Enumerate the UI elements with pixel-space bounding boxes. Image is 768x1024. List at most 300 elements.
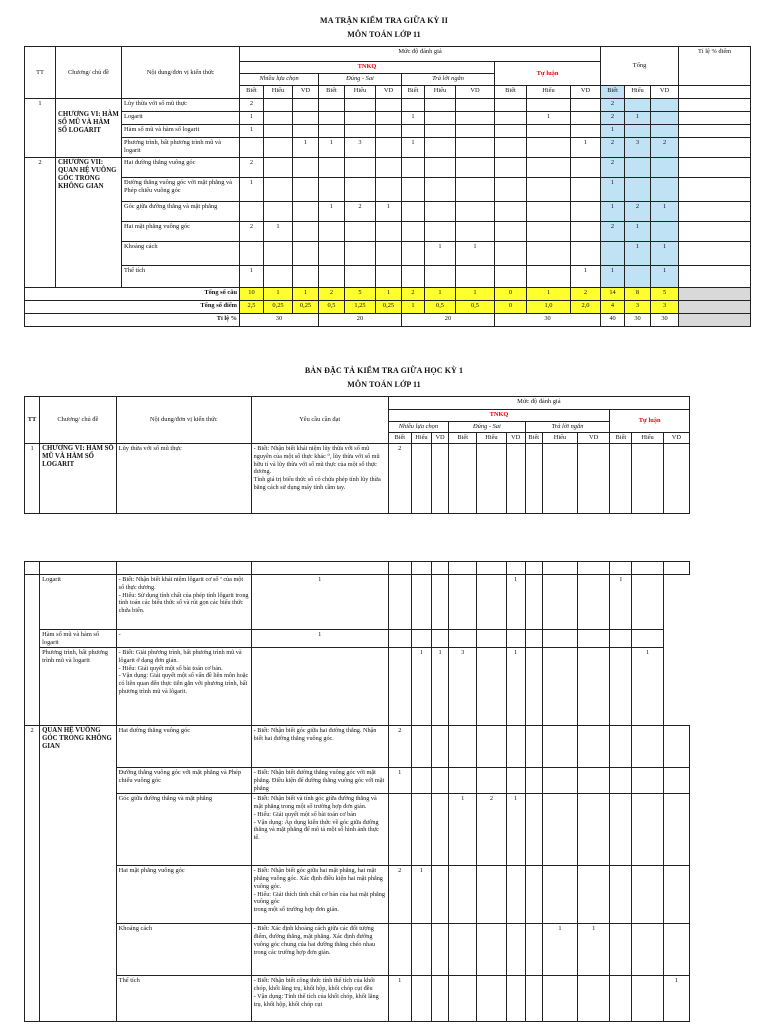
total-cell	[625, 99, 651, 112]
ratio-cell: 30	[651, 314, 679, 327]
level-label: VD	[651, 86, 679, 99]
value-cell	[477, 648, 506, 726]
value-cell: 1	[578, 924, 610, 976]
value-cell	[432, 575, 449, 630]
matrix-table	[24, 46, 751, 327]
value-cell	[578, 726, 610, 768]
total-cell	[625, 125, 651, 138]
header-essay: Tự luận	[610, 410, 690, 433]
level-label: VD	[571, 86, 601, 99]
value-cell: 1	[240, 266, 264, 288]
value-cell	[411, 768, 431, 794]
empty-cell	[411, 562, 431, 575]
topic-name: Hai mặt phẳng vuông góc	[122, 222, 240, 242]
value-cell	[293, 112, 319, 125]
sum-cell: 0	[495, 288, 527, 301]
value-cell	[432, 976, 449, 1022]
table-row	[25, 99, 751, 112]
sum-cell: 2,5	[240, 301, 264, 314]
value-cell	[376, 222, 402, 242]
value-cell	[578, 976, 610, 1022]
value-cell	[432, 444, 449, 514]
value-cell: 1	[240, 178, 264, 202]
header-essay: Tự luận	[495, 62, 601, 86]
value-cell	[506, 444, 525, 514]
requirement-text: - Biết: Nhận biết đường thẳng vuông góc với mặt phẳng. Điều kiện để đường thẳng vuông góc với mặt phẳng	[251, 768, 388, 794]
sum-cell: 0,25	[293, 301, 319, 314]
header-multiple-choice: Nhiều lựa chọn	[240, 74, 319, 86]
header-chapter: Chương/ chủ đề	[56, 47, 122, 99]
spec-continuation-table	[24, 561, 690, 1022]
value-cell: 2	[388, 444, 411, 514]
level-label: Biết	[388, 433, 411, 444]
total-cell: 2	[601, 112, 625, 125]
value-cell	[388, 575, 411, 630]
value-cell	[610, 444, 632, 514]
value-cell	[578, 575, 610, 630]
value-cell	[425, 112, 456, 125]
value-cell	[449, 726, 477, 768]
value-cell	[525, 726, 542, 768]
value-cell	[293, 202, 319, 222]
topic-name: Khoảng cách	[122, 242, 240, 266]
level-label: Hiểu	[625, 86, 651, 99]
value-cell: 1	[456, 242, 495, 266]
sum-cell: 1	[402, 301, 425, 314]
row-number: 2	[25, 726, 40, 1022]
value-cell	[477, 768, 506, 794]
spec-subtitle: MÔN TOÁN LỚP 11	[347, 380, 421, 389]
topic-name: Lũy thừa với số mũ thực	[122, 99, 240, 112]
sum-points-row	[25, 301, 751, 314]
sum-cell: 1	[527, 288, 571, 301]
value-cell: 1	[506, 794, 525, 866]
table-row	[25, 444, 690, 514]
ratio-empty-cell	[679, 112, 751, 125]
value-cell	[388, 630, 411, 648]
value-cell: 2	[345, 202, 376, 222]
empty-cell	[25, 562, 40, 575]
total-cell: 1	[601, 266, 625, 288]
value-cell	[477, 866, 506, 924]
table-row	[25, 976, 690, 1022]
value-cell	[578, 768, 610, 794]
value-cell	[449, 768, 477, 794]
value-cell	[456, 112, 495, 125]
value-cell	[411, 630, 431, 648]
total-cell: 2	[651, 138, 679, 158]
requirement-text: - Biết: Nhận biết khái niệm lũy thừa với số mũ nguyên của một số thực khác ⁰, lũy thừa với số mũ hữu tỉ và lũy thừa với số mũ thực của một số thực dương. Tính giá trị biểu thức số có chứa phép tính lũy thừa bằng cách sử dụng máy tính cầm tay.	[251, 444, 388, 514]
topic-name: Logarit	[122, 112, 240, 125]
value-cell	[264, 242, 293, 266]
table-row	[25, 648, 690, 726]
value-cell	[376, 242, 402, 266]
empty-cell	[506, 562, 525, 575]
total-cell	[651, 178, 679, 202]
value-cell	[402, 125, 425, 138]
value-cell	[251, 648, 388, 726]
value-cell	[495, 99, 527, 112]
value-cell	[345, 125, 376, 138]
value-cell	[542, 726, 577, 768]
topic-name: Hai đường thẳng vuông góc	[116, 726, 251, 768]
value-cell	[425, 99, 456, 112]
sum-cell: 0,25	[264, 301, 293, 314]
value-cell	[449, 444, 477, 514]
value-cell	[449, 866, 477, 924]
sum-cell: 2	[402, 288, 425, 301]
value-cell	[571, 112, 601, 125]
total-cell	[651, 125, 679, 138]
empty-cell	[116, 562, 251, 575]
value-cell	[571, 99, 601, 112]
value-cell	[632, 726, 663, 768]
value-cell	[610, 726, 632, 768]
value-cell	[578, 630, 610, 648]
value-cell	[432, 768, 449, 794]
empty-cell	[525, 562, 542, 575]
sum-cell: 8	[625, 288, 651, 301]
value-cell	[527, 266, 571, 288]
topic-name: Đường thẳng vuông góc với mặt phẳng và Phép chiếu vuông góc	[116, 768, 251, 794]
sum-cell: 5	[345, 288, 376, 301]
empty-cell	[251, 562, 388, 575]
sum-cell: 1,25	[345, 301, 376, 314]
ratio-row	[25, 314, 751, 327]
header-chapter: Chương/ chủ đề	[40, 397, 117, 444]
total-cell: 3	[625, 138, 651, 158]
value-cell	[663, 726, 689, 768]
value-cell	[527, 242, 571, 266]
value-cell	[293, 125, 319, 138]
header-requirement: Yêu cầu cần đạt	[251, 397, 388, 444]
value-cell	[411, 444, 431, 514]
sum-cell: 0,5	[319, 301, 345, 314]
value-cell	[495, 202, 527, 222]
total-cell: 1	[625, 242, 651, 266]
sum-cell: 2	[571, 288, 601, 301]
header-tt: TT	[25, 47, 56, 99]
value-cell	[345, 112, 376, 125]
value-cell	[345, 158, 376, 178]
ratio-empty-cell	[679, 242, 751, 266]
value-cell	[376, 99, 402, 112]
value-cell	[411, 794, 431, 866]
value-cell: 2	[388, 726, 411, 768]
total-cell	[651, 158, 679, 178]
value-cell	[345, 222, 376, 242]
value-cell	[578, 444, 610, 514]
value-cell	[376, 178, 402, 202]
value-cell	[495, 242, 527, 266]
chapter-name: CHƯƠNG VII: QUAN HỆ VUÔNG GÓC TRONG KHÔNG GIAN	[56, 158, 122, 288]
value-cell	[632, 575, 663, 630]
empty-cell	[542, 562, 577, 575]
header-true-false: Đúng - Sai	[319, 74, 402, 86]
total-cell: 1	[601, 202, 625, 222]
value-cell	[525, 866, 542, 924]
sum-cell: 1	[264, 288, 293, 301]
value-cell	[376, 158, 402, 178]
value-cell	[506, 924, 525, 976]
header-total: Tổng	[601, 47, 679, 86]
value-cell: 1	[663, 976, 689, 1022]
value-cell: 1	[411, 866, 431, 924]
value-cell: 1	[506, 648, 525, 726]
value-cell: 1	[402, 138, 425, 158]
value-cell	[264, 125, 293, 138]
matrix-subtitle: MÔN TOÁN LỚP 11	[347, 30, 421, 39]
value-cell	[542, 768, 577, 794]
total-cell	[651, 99, 679, 112]
header-content: Nội dung/đơn vị kiến thức	[116, 397, 251, 444]
value-cell	[527, 138, 571, 158]
ratio-cell: 30	[625, 314, 651, 327]
value-cell	[542, 794, 577, 866]
requirement-text: -	[116, 630, 251, 648]
row-number: 1	[25, 99, 56, 158]
value-cell	[376, 138, 402, 158]
total-cell: 1	[601, 178, 625, 202]
value-cell	[402, 202, 425, 222]
value-cell	[527, 178, 571, 202]
value-cell	[449, 976, 477, 1022]
spec-table	[24, 396, 690, 514]
value-cell	[456, 178, 495, 202]
level-label: Hiểu	[477, 433, 506, 444]
value-cell	[432, 726, 449, 768]
ratio-empty-cell	[679, 158, 751, 178]
value-cell	[240, 138, 264, 158]
value-cell	[402, 158, 425, 178]
topic-name: Lũy thừa với số mũ thực	[116, 444, 251, 514]
value-cell	[663, 794, 689, 866]
value-cell	[319, 99, 345, 112]
value-cell	[456, 138, 495, 158]
total-cell: 1	[625, 112, 651, 125]
ratio-empty-cell	[679, 178, 751, 202]
value-cell: 1	[571, 138, 601, 158]
row-number: 2	[25, 158, 56, 288]
total-cell	[625, 266, 651, 288]
empty-cell	[679, 314, 751, 327]
value-cell	[264, 266, 293, 288]
topic-name: Hàm số mũ và hàm số logarit	[40, 630, 117, 648]
value-cell	[293, 266, 319, 288]
value-cell	[525, 630, 542, 648]
value-cell	[525, 648, 542, 726]
value-cell: 1	[425, 242, 456, 266]
level-label: Hiểu	[425, 86, 456, 99]
value-cell	[411, 976, 431, 1022]
requirement-text: - Biết: Nhận biết khái niệm lôgarit cơ số ª của một số thực dương. - Hiểu: Sử dụng tính chất của phép tính lôgarit trong tính toán các biểu thức số và rút gọn các biểu thức chứa biến.	[116, 575, 251, 630]
table-row	[25, 630, 690, 648]
sum-cell: 0	[495, 301, 527, 314]
value-cell	[376, 266, 402, 288]
total-cell: 1	[601, 125, 625, 138]
value-cell	[319, 158, 345, 178]
value-cell	[432, 924, 449, 976]
value-cell	[506, 630, 525, 648]
value-cell	[578, 648, 610, 726]
value-cell	[578, 866, 610, 924]
ratio-label: Tỉ lệ %	[25, 314, 240, 327]
spec-title: BẢN ĐẶC TẢ KIỂM TRA GIỮA HỌC KỲ 1	[304, 366, 464, 375]
value-cell: 1	[411, 648, 431, 726]
sum-cell: 2	[319, 288, 345, 301]
value-cell	[495, 222, 527, 242]
table-row	[25, 768, 690, 794]
value-cell	[293, 222, 319, 242]
value-cell	[495, 266, 527, 288]
value-cell	[495, 178, 527, 202]
level-label: Biết	[495, 86, 527, 99]
empty-cell	[477, 562, 506, 575]
topic-name: Thể tích	[122, 266, 240, 288]
total-cell	[625, 158, 651, 178]
value-cell: 1	[610, 575, 632, 630]
total-cell	[651, 112, 679, 125]
header-true-false: Đúng - Sai	[449, 422, 526, 433]
value-cell	[402, 178, 425, 202]
sum-questions-row	[25, 288, 751, 301]
value-cell	[411, 575, 431, 630]
value-cell: 1	[251, 575, 388, 630]
value-cell	[293, 99, 319, 112]
sum-cell: 4	[601, 301, 625, 314]
value-cell	[525, 924, 542, 976]
table-row	[25, 222, 751, 242]
topic-name: Hai đường thẳng vuông góc	[122, 158, 240, 178]
table-row	[25, 242, 751, 266]
value-cell: 1	[319, 138, 345, 158]
chapter-name: CHƯƠNG VI: HÀM SỐ MŨ VÀ HÀM SỐ LOGARIT	[56, 99, 122, 158]
value-cell	[525, 794, 542, 866]
level-label: Biết	[402, 86, 425, 99]
ratio-empty-cell	[679, 138, 751, 158]
level-label: VD	[432, 433, 449, 444]
table-row	[25, 125, 751, 138]
header-tnkq: TNKQ	[240, 62, 495, 74]
value-cell	[506, 976, 525, 1022]
value-cell	[571, 125, 601, 138]
requirement-text: - Biết: Giải phương trình, bất phương trình mũ và lôgarit ở dạng đơn giản. - Hiểu: Giải quyết một số bài toán cơ bản. - Vận dụng: Giải quyết một số vấn đề liên môn hoặc có liên quan đến thực tiễn gắn với phương trình, bất phương trình mũ và lôgarit.	[116, 648, 251, 726]
value-cell	[456, 125, 495, 138]
value-cell	[264, 158, 293, 178]
value-cell	[506, 768, 525, 794]
header-level: Mức độ đánh giá	[388, 397, 689, 410]
value-cell	[477, 726, 506, 768]
value-cell	[425, 266, 456, 288]
requirement-text: - Biết: Nhận biết và tính góc giữa đường thẳng và mặt phẳng trong một số trường hợp đơn giản. - Hiểu: Giải quyết một số bài toán cơ bản - Vận dụng: Áp dụng kiến thức về góc giữa đường thẳng và mặt phẳng để mô tả một số hình ảnh thực tế.	[251, 794, 388, 866]
total-cell: 1	[651, 266, 679, 288]
value-cell: 1	[240, 112, 264, 125]
value-cell	[240, 242, 264, 266]
value-cell	[610, 768, 632, 794]
value-cell	[319, 112, 345, 125]
header-short-answer: Trả lời ngắn	[402, 74, 495, 86]
value-cell	[477, 976, 506, 1022]
value-cell	[610, 630, 632, 648]
value-cell	[527, 158, 571, 178]
value-cell	[525, 976, 542, 1022]
value-cell	[610, 976, 632, 1022]
header-tnkq: TNKQ	[388, 410, 610, 422]
ratio-empty-cell	[679, 266, 751, 288]
value-cell	[345, 178, 376, 202]
value-cell	[610, 648, 632, 726]
sum-cell: 1	[456, 288, 495, 301]
value-cell	[388, 924, 411, 976]
level-label: Hiểu	[632, 433, 663, 444]
value-cell	[632, 924, 663, 976]
value-cell	[264, 178, 293, 202]
header-multiple-choice: Nhiều lựa chọn	[388, 422, 448, 433]
value-cell: 1	[388, 768, 411, 794]
value-cell	[319, 125, 345, 138]
requirement-text: - Biết: Nhận biết góc giữa hai đường thẳng. Nhận biết hai đường thẳng vuông góc.	[251, 726, 388, 768]
value-cell	[432, 794, 449, 866]
sum-cell: 5	[651, 288, 679, 301]
value-cell: 2	[240, 222, 264, 242]
ratio-empty-cell	[679, 125, 751, 138]
topic-name: Thể tích	[116, 976, 251, 1022]
level-label: VD	[376, 86, 402, 99]
value-cell	[571, 202, 601, 222]
sum-cell: 1	[376, 288, 402, 301]
blank-row	[25, 562, 690, 575]
topic-name: Logarit	[40, 575, 117, 630]
value-cell	[542, 976, 577, 1022]
value-cell	[571, 178, 601, 202]
chapter-name: QUAN HỆ VUÔNG GÓC TRONG KHÔNG GIAN	[40, 726, 117, 1022]
value-cell	[456, 266, 495, 288]
empty-cell	[679, 86, 751, 99]
level-label: Biết	[601, 86, 625, 99]
ratio-cell: 40	[601, 314, 625, 327]
value-cell	[425, 202, 456, 222]
level-label: Biết	[319, 86, 345, 99]
value-cell	[293, 158, 319, 178]
total-cell: 2	[601, 222, 625, 242]
value-cell	[425, 222, 456, 242]
table-row	[25, 575, 690, 630]
topic-name: Phương trình, bất phương trình mũ và logarit	[122, 138, 240, 158]
value-cell	[542, 444, 577, 514]
sum-cell: 3	[651, 301, 679, 314]
value-cell	[610, 866, 632, 924]
value-cell	[495, 125, 527, 138]
value-cell	[525, 444, 542, 514]
requirement-text: - Biết: Nhận biết công thức tính thể tích của khối chóp, khối lăng trụ, khối hộp, khối chóp cụt đều - Vận dụng: Tính thể tích của khối chóp, khối lăng trụ, khối hộp, khối chóp cụt	[251, 976, 388, 1022]
total-cell: 2	[601, 158, 625, 178]
empty-cell	[432, 562, 449, 575]
value-cell: 1	[264, 222, 293, 242]
table-row	[25, 794, 690, 866]
total-cell: 2	[601, 138, 625, 158]
value-cell	[578, 794, 610, 866]
total-cell	[625, 178, 651, 202]
value-cell	[527, 125, 571, 138]
sum-cell: 0,5	[456, 301, 495, 314]
value-cell	[402, 222, 425, 242]
value-cell: 1	[376, 202, 402, 222]
empty-cell	[25, 575, 40, 726]
value-cell	[293, 242, 319, 266]
table-row	[25, 112, 751, 125]
sum-cell: 10	[240, 288, 264, 301]
level-label: Biết	[525, 433, 542, 444]
